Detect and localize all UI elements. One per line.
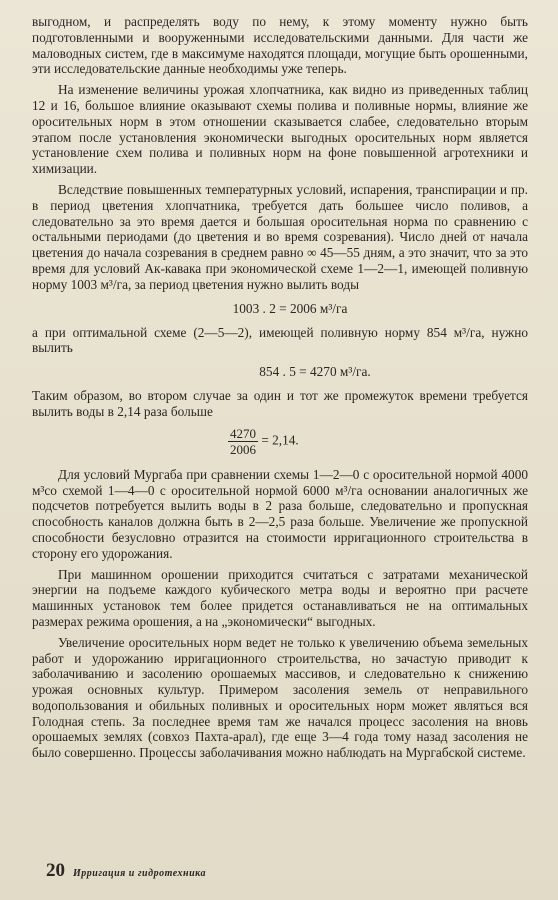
paragraph-second-case: Таким образом, во втором случае за один и тот же промежуток времени требуется вылить воды в 2,14 раза больше [32,388,528,419]
formula-ratio [228,426,528,457]
running-title: Ирригация и гидротехника [73,868,206,879]
paragraph-norm-increase: Увеличение оросительных норм ведет не только к увеличению объема земельных работ и удорожанию ирригационного строительства, но зачастую приводит к заболачиванию и засолению орошаемых массивов, и следовательно к снижению урожая основных культур. Примером засоления земель от неправильного водопользования и обильных поливных и оросительных норм может являться вся Голодная степь. За последнее время там же начался процесс засоления на вновь орошаемых землях (совхоз Пахта-арал), где еще 3—4 года тому назад засоления не было совершенно. Процессы заболачивания можно наблюдать на Мургабской системе. [32,634,528,761]
paragraph-temperature-conditions: Вследствие повышенных температурных условий, испарения, транспирации и пр. в период цветения хлопчатника, требуется дать большее число поливов, а следовательно за это время дается и большая оросительная норма по сравнению с остальными периодами (до цветения и во время созревания). Число дней от начала цветения до начала созревания в среднем равно ∞ 45—55 дням, а это значит, что за это время для условий Ак-кавака при экономической схеме 1—2—1, имеющей поливную норму 1003 м³/га, за период цветения нужно вылить воды [32,181,528,292]
fraction-result: = 2,14. [261,432,299,448]
fraction-denominator: 2006 [230,441,256,457]
paragraph-murgab: Для условий Мургаба при сравнении схемы 1—2—0 с оросительной нормой 4000 м³со схемой 1—4—0 с оросительной нормой 6000 м³/га основании аналогичных же подсчетов потребуется вылить воды в 2 раза больше, следовательно и пропускная способность каналов должна быть в 2—2,5 раза больше. Увеличение же пропускной способности безусловно отразится на стоимости ирригационного строительства в сторону его удорожания. [32,466,528,561]
page-footer [46,860,206,882]
fraction [228,426,258,457]
formula-854x5: 854 . 5 = 4270 м³/га. [259,364,371,380]
paragraph-yield-influence: На изменение величины урожая хлопчатника, как видно из приведенных таблиц 12 и 16, большое влияние оказывают схемы полива и поливные нормы, влияние же оросительных норм в этом отношении сказывается слабее, следовательно вторым этапом после установления экономически выгодных оросительных норм является установление схем полива и поливных норм на фоне повышенной агротехники и химизации. [32,82,528,177]
paragraph-optimal-scheme: а при оптимальной схеме (2—5—2), имеющей поливную норму 854 м³/га, нужно вылить [32,324,528,356]
fraction-numerator: 4270 [230,425,256,441]
paragraph-continuation: выгодном, и распределять воду по нему, к этому моменту нужно быть подготовленными и вооруженными исследовательскими данными. Для части же маловодных систем, где в максимуме находятся площади, могущие быть орошенными, эти исследовательские данные необходимы уже теперь. [32,14,528,77]
formula-1003x2: 1003 . 2 = 2006 м³/га [232,300,348,316]
paragraph-machine-irrigation: При машинном орошении приходится считаться с затратами механической энергии на подъеме каждого кубического метра воды и вероятно при расчете машинных установок тем более придется останавливаться не на оптимальных размерах режима орошения, а на „экономически“ выгодных. [32,566,528,629]
page-number: 20 [46,860,65,881]
